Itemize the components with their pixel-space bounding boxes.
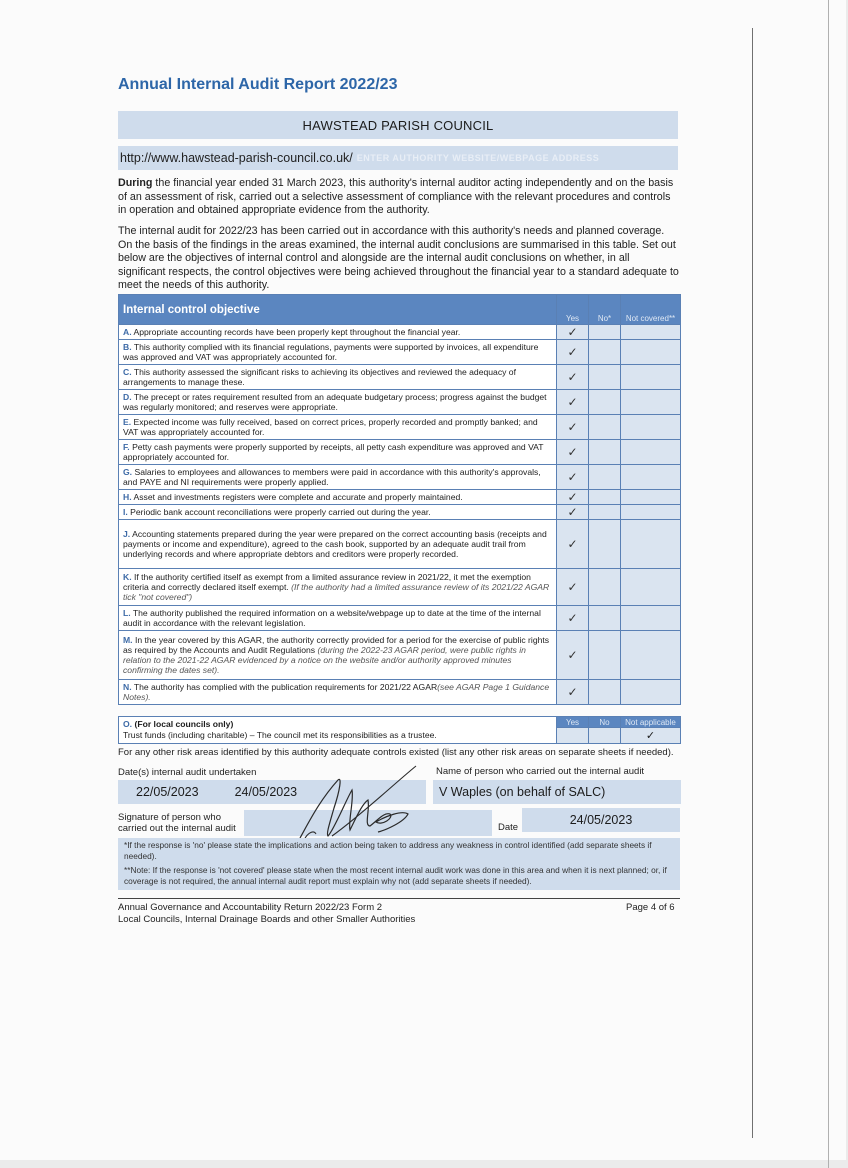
internal-control-table [118,294,681,705]
control-letter: I. [123,507,128,517]
control-letter: D. [123,392,132,402]
intro-lead-word: During [118,177,153,189]
footer-text [118,902,415,925]
intro-p1-text: the financial year ended 31 March 2023, this authority's internal auditor acting independently and on the basis of an assessment of risk, carried out a selective assessment of compliance with the relevant procedures and controls in operation and obtained appropriate evidence from the authority. [118,177,674,217]
no-cell[interactable] [589,490,621,505]
signature-date-label: Date [498,822,519,833]
table-row [119,340,681,365]
no-cell[interactable] [589,606,621,631]
yes-cell[interactable]: ✓ [557,490,589,505]
scan-edge-line-outer [828,0,829,1168]
control-objective-cell [119,569,557,606]
not-covered-cell[interactable] [621,465,681,490]
intro-paragraph-2: The internal audit for 2022/23 has been carried out in accordance with this authority's needs and planned coverage. On the basis of the findings in the areas examined, the internal audit conclusions are summarised in this table. Set out below are the objectives of internal control and alongside are the internal audit conclusions on whether, in all significant respects, the control objectives were being achieved throughout the financial year to a standard adequate to meet the needs of this authority. [118,225,679,292]
control-text: This authority assessed the significant risks to achieving its objectives and reviewed the adequacy of arrangements to manage these. [123,367,516,387]
website-field-ghost-label: ENTER AUTHORITY WEBSITE/WEBPAGE ADDRESS [356,153,600,163]
control-text: The authority published the required information on a website/webpage up to date at the time of the internal audit in accordance with the relevant legislation. [123,608,541,628]
council-name-field [118,111,678,139]
row-o-description [119,717,557,744]
no-cell[interactable] [589,505,621,520]
control-text: If the authority certified itself as exempt from a limited assurance review in 2021/22, it met the exemption criteria and correctly declared itself exempt. [123,572,531,592]
control-text: Expected income was fully received, based on correct prices, properly recorded and promptly banked; and VAT was appropriately accounted for. [123,417,538,437]
yes-cell[interactable]: ✓ [557,415,589,440]
control-text: In the year covered by this AGAR, the authority correctly provided for a period for the exercise of public rights as required by the Accounts and Audit Regulations [123,635,550,655]
yes-cell[interactable]: ✓ [557,440,589,465]
table-row [119,520,681,569]
control-letter: G. [123,467,133,477]
control-text: Salaries to employees and allowances to members were paid in accordance with this authority's approvals, and PAYE and NI requirements were properly applied. [123,467,541,487]
note-no-response: *If the response is 'no' please state the implications and action being taken to address any weakness in control identified (add separate sheets if needed). [124,840,652,861]
control-text: Asset and investments registers were complete and accurate and properly maintained. [133,492,463,502]
control-letter: B. [123,342,132,352]
table-row [119,631,681,680]
auditor-name: V Waples (on behalf of SALC) [439,785,606,799]
row-o-title: (For local councils only) [134,719,234,729]
website-url: http://www.hawstead-parish-council.co.uk/ [120,151,353,165]
control-text: Appropriate accounting records have been properly kept throughout the financial year. [133,327,461,337]
header-not-covered: Not covered** [621,295,681,325]
no-cell[interactable] [589,325,621,340]
table-header-row [119,295,681,325]
row-o-text: Trust funds (including charitable) – The council met its responsibilities as a trustee. [123,730,437,740]
control-objective-cell [119,631,557,680]
audit-dates-label: Date(s) internal audit undertaken [118,767,257,778]
risk-areas-statement: For any other risk areas identified by this authority adequate controls existed (list any other risk areas on separate sheets if needed). [118,747,674,758]
signature-date: 24/05/2023 [569,813,633,827]
scan-edge-line [752,28,753,1138]
control-text: The precept or rates requirement resulted from an adequate budgetary process; progress against the budget was regularly monitored; and reserves were appropriate. [123,392,547,412]
yes-cell[interactable]: ✓ [557,325,589,340]
control-text: The authority has complied with the publication requirements for 2021/22 AGAR [133,682,438,692]
audit-date-from: 22/05/2023 [136,785,199,799]
control-note: (If the authority had a limited assurance review of its 2021/22 AGAR tick "not covered") [123,582,550,602]
page-number: Page 4 of 6 [626,902,675,913]
control-objective-cell [119,680,557,705]
auditor-name-label: Name of person who carried out the internal audit [436,766,645,777]
control-letter: C. [123,367,132,377]
notes-box [118,838,680,890]
control-objective-cell [119,390,557,415]
no-cell[interactable] [589,631,621,680]
not-covered-cell[interactable] [621,340,681,365]
no-cell[interactable] [589,440,621,465]
row-o-header-no: No [589,717,621,728]
control-objective-cell [119,520,557,569]
control-letter: L. [123,608,131,618]
table-row [119,606,681,631]
not-covered-cell[interactable] [621,415,681,440]
not-covered-cell[interactable] [621,680,681,705]
website-field [118,146,678,170]
row-o-no-cell[interactable] [589,728,621,744]
row-o-yes-cell[interactable] [557,728,589,744]
control-letter: H. [123,492,132,502]
yes-cell[interactable]: ✓ [557,465,589,490]
intro-paragraph-1 [118,177,680,218]
control-objective-cell [119,465,557,490]
table-row [119,325,681,340]
row-o-na-cell[interactable]: ✓ [621,728,681,744]
footer-rule [118,898,680,899]
control-objective-cell [119,365,557,390]
header-yes: Yes [557,295,589,325]
not-covered-cell[interactable] [621,490,681,505]
signature-label-line2: carried out the internal audit [118,823,236,834]
control-letter: K. [123,572,132,582]
table-row [119,505,681,520]
audit-date-to: 24/05/2023 [234,785,298,799]
auditor-signature [290,760,430,850]
row-o-header-yes: Yes [557,717,589,728]
table-row [119,365,681,390]
not-covered-cell[interactable] [621,520,681,569]
table-row [119,465,681,490]
yes-cell[interactable]: ✓ [557,365,589,390]
header-no: No* [589,295,621,325]
yes-cell[interactable]: ✓ [557,390,589,415]
yes-cell[interactable]: ✓ [557,505,589,520]
not-covered-cell[interactable] [621,325,681,340]
header-objective: Internal control objective [119,295,557,325]
control-objective-cell [119,340,557,365]
no-cell[interactable] [589,680,621,705]
no-cell[interactable] [589,365,621,390]
yes-cell[interactable]: ✓ [557,520,589,569]
control-objective-cell [119,490,557,505]
control-text: Periodic bank account reconciliations were properly carried out during the year. [130,507,431,517]
control-objective-cell [119,606,557,631]
note-not-covered: **Note: If the response is 'not covered' please state when the most recent internal audit work was done in this area and when it is next planned; or, if coverage is not required, the annual internal audit report must explain why not (add separate sheets if needed). [124,865,667,886]
signature-label-line1: Signature of person who [118,812,221,823]
control-objective-cell [119,325,557,340]
control-objective-cell [119,505,557,520]
no-cell[interactable] [589,415,621,440]
trust-funds-table [118,716,681,744]
council-name: HAWSTEAD PARISH COUNCIL [302,117,494,133]
table-row [119,490,681,505]
no-cell[interactable] [589,520,621,569]
no-cell[interactable] [589,390,621,415]
yes-cell[interactable]: ✓ [557,340,589,365]
control-note: (during the 2022-23 AGAR period, were public rights in relation to the 2021-22 AGAR evidenced by a notice on the website and/or authority approved minutes confirming the dates set). [123,645,526,675]
not-covered-cell[interactable] [621,365,681,390]
not-covered-cell[interactable] [621,606,681,631]
control-letter: M. [123,635,133,645]
control-text: Petty cash payments were properly supported by receipts, all petty cash expenditure was approved and VAT appropriately accounted for. [123,442,544,462]
report-title: Annual Internal Audit Report 2022/23 [118,76,398,93]
not-covered-cell[interactable] [621,631,681,680]
no-cell[interactable] [589,465,621,490]
no-cell[interactable] [589,569,621,606]
table-row [119,569,681,606]
row-o-letter: O. [123,719,133,729]
table-row [119,415,681,440]
signature-label [118,812,236,834]
table-row [119,680,681,705]
auditor-name-field[interactable] [433,780,681,804]
table-row [119,390,681,415]
table-row [119,440,681,465]
signature-date-field[interactable] [522,808,680,832]
control-text: This authority complied with its financial regulations, payments were supported by invoices, all expenditure was approved and VAT was appropriately accounted for. [123,342,539,362]
control-letter: F. [123,442,130,452]
footer-line1: Annual Governance and Accountability Return 2022/23 Form 2 [118,902,383,913]
control-letter: J. [123,529,131,539]
control-objective-cell [119,440,557,465]
yes-cell[interactable]: ✓ [557,680,589,705]
control-objective-cell [119,415,557,440]
control-note: (see AGAR Page 1 Guidance Notes). [123,682,550,702]
footer-line2: Local Councils, Internal Drainage Boards and other Smaller Authorities [118,913,416,925]
no-cell[interactable] [589,340,621,365]
control-text: Accounting statements prepared during the year were prepared on the correct accounting basis (receipts and payments or income and expenditure), agreed to the cash book, supported by an adequate audit trail from underlying records and where appropriate debtors and creditors were properly recorded. [123,529,547,559]
yes-cell[interactable]: ✓ [557,631,589,680]
not-covered-cell[interactable] [621,440,681,465]
control-letter: N. [123,682,132,692]
row-o-header-na: Not applicable [621,717,681,728]
control-letter: E. [123,417,132,427]
not-covered-cell[interactable] [621,390,681,415]
not-covered-cell[interactable] [621,569,681,606]
yes-cell[interactable]: ✓ [557,569,589,606]
control-letter: A. [123,327,132,337]
yes-cell[interactable]: ✓ [557,606,589,631]
not-covered-cell[interactable] [621,505,681,520]
